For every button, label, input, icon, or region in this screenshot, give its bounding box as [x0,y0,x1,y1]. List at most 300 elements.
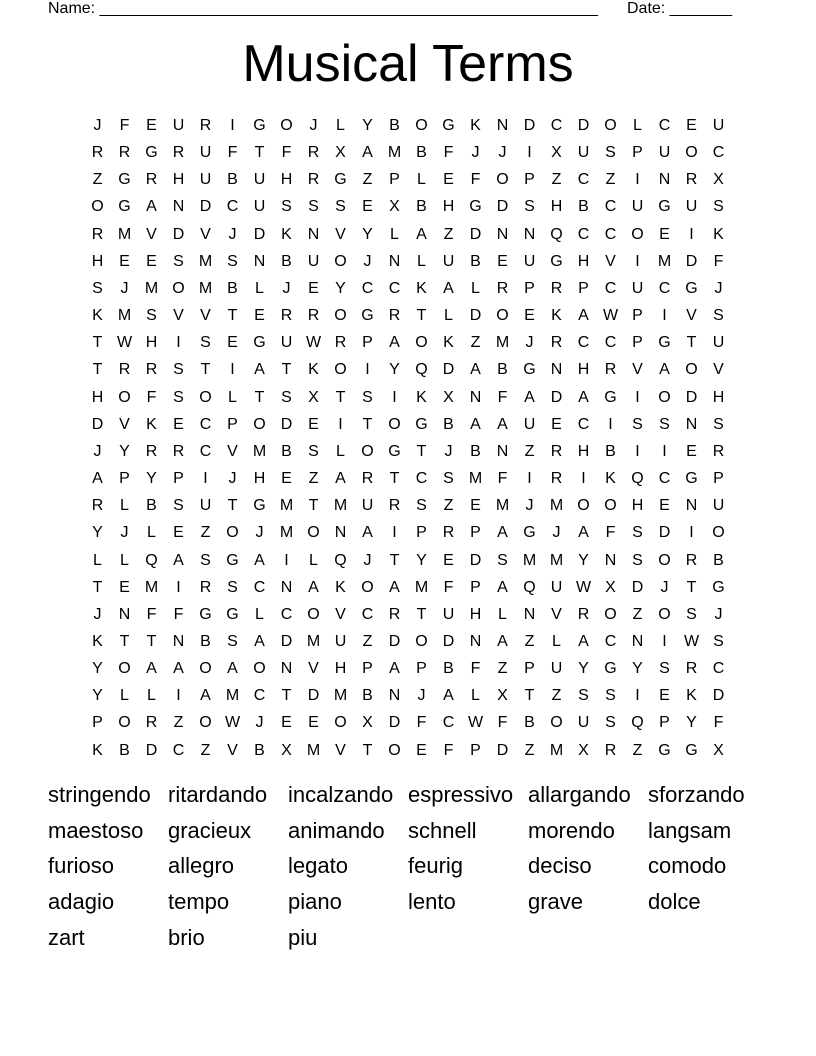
grid-letter: L [417,171,426,189]
grid-letter: N [604,551,617,569]
grid-letter: A [497,578,508,596]
grid-row [84,547,732,574]
grid-letter: D [685,388,698,406]
grid-letter: O [334,361,347,379]
grid-letter: U [712,334,725,352]
grid-letter: I [608,415,613,433]
grid-letter: E [443,171,454,189]
grid-letter: V [119,415,130,433]
word-bank-item: sforzando [648,782,745,807]
grid-letter: A [389,660,400,678]
grid-letter: E [416,741,427,759]
grid-letter: G [199,605,212,623]
grid-letter: A [524,388,535,406]
grid-letter: I [635,252,640,270]
grid-letter: M [495,497,510,515]
grid-letter: O [604,117,617,134]
grid-letter: C [361,605,374,623]
grid-letter: B [470,442,481,460]
grid-letter: J [363,551,372,569]
grid-letter: O [496,171,509,189]
grid-letter: A [335,470,346,488]
grid-letter: J [471,144,480,162]
grid-letter: O [631,225,644,243]
grid-letter: O [307,524,320,542]
grid-row [84,709,732,736]
grid-letter: J [93,605,102,623]
grid-letter: J [525,334,534,352]
grid-letter: H [469,605,482,623]
grid-letter: G [523,361,536,379]
grid-letter: S [443,470,454,488]
grid-letter: F [713,714,724,732]
word-bank-item: allegro [168,853,235,879]
grid-letter: D [577,117,590,134]
grid-letter: R [388,605,401,623]
grid-letter: C [658,470,671,488]
grid-letter: B [524,714,535,732]
grid-letter: P [227,415,238,433]
grid-row [84,384,732,411]
grid-letter: V [335,605,346,623]
grid-letter: D [658,524,671,542]
grid-letter: V [227,442,238,460]
grid-letter: J [282,279,291,297]
grid-letter: G [334,171,347,189]
grid-letter: R [172,144,185,162]
grid-letter: A [443,279,454,297]
grid-letter: E [173,415,184,433]
grid-letter: P [578,279,589,297]
grid-letter: S [227,252,238,270]
grid-letter: T [92,578,103,596]
grid-letter: Z [443,497,454,515]
grid-letter: Z [632,605,643,623]
grid-letter: J [228,470,237,488]
grid-letter: Y [362,117,373,134]
grid-letter: I [662,632,667,650]
grid-letter: E [308,415,319,433]
grid-letter: P [632,307,643,325]
grid-letter: B [281,442,292,460]
grid-letter: R [388,307,401,325]
grid-letter: B [281,252,292,270]
grid-letter: C [415,470,428,488]
grid-letter: L [120,497,129,515]
grid-letter: P [524,279,535,297]
grid-letter: C [280,605,293,623]
grid-letter: N [334,524,347,542]
grid-letter: A [200,687,211,705]
grid-letter: K [416,279,427,297]
grid-letter: S [335,198,346,216]
grid-letter: R [442,524,455,542]
grid-letter: I [635,388,640,406]
grid-letter: D [712,687,725,705]
word-bank-item: schnell [408,817,477,843]
grid-letter: G [118,198,131,216]
grid-letter: C [712,144,725,162]
grid-letter: I [392,388,397,406]
grid-letter: L [471,279,480,297]
grid-letter: M [468,470,483,488]
grid-letter: O [91,198,104,216]
grid-letter: U [631,279,644,297]
grid-letter: N [469,632,482,650]
grid-letter: S [362,388,373,406]
grid-row [84,737,732,764]
grid-letter: D [442,632,455,650]
grid-letter: P [524,171,535,189]
grid-letter: I [689,225,694,243]
grid-letter: S [281,388,292,406]
grid-letter: K [92,307,103,325]
grid-letter: F [497,388,508,406]
grid-letter: K [146,415,157,433]
grid-letter: Y [389,361,400,379]
grid-letter: V [308,660,319,678]
grid-letter: H [172,171,185,189]
grid-letter: H [91,388,104,406]
grid-letter: M [279,524,294,542]
grid-letter: S [173,361,184,379]
grid-letter: A [443,687,454,705]
grid-letter: M [549,741,564,759]
grid-letter: P [119,470,130,488]
grid-letter: E [362,198,373,216]
grid-letter: I [230,117,235,134]
grid-letter: V [335,225,346,243]
grid-letter: V [200,307,211,325]
grid-row [84,356,732,383]
grid-letter: M [252,442,267,460]
grid-letter: O [226,524,239,542]
grid-letter: W [467,714,484,732]
grid-letter: B [416,198,427,216]
grid-letter: U [253,198,266,216]
grid-letter: S [92,279,103,297]
grid-letter: Y [92,524,103,542]
grid-letter: M [306,741,321,759]
grid-letter: E [470,497,481,515]
grid-letter: G [550,252,563,270]
grid-letter: O [253,415,266,433]
grid-letter: T [416,442,427,460]
grid-letter: G [604,660,617,678]
grid-letter: J [363,252,372,270]
grid-letter: B [146,497,157,515]
grid-letter: K [92,632,103,650]
grid-letter: A [362,144,373,162]
grid-letter: S [173,497,184,515]
grid-letter: I [203,470,208,488]
grid-letter: Y [578,551,589,569]
word-bank-item: tempo [168,889,230,915]
grid-letter: Y [578,660,589,678]
grid-letter: B [605,442,616,460]
grid-letter: R [550,334,563,352]
grid-letter: E [227,334,238,352]
grid-letter: A [389,334,400,352]
grid-letter: C [604,279,617,297]
grid-letter: M [387,144,402,162]
word-bank-item: espressivo [408,782,514,807]
grid-letter: U [550,578,563,596]
grid-letter: D [280,632,293,650]
grid-letter: A [470,415,481,433]
word-bank-item: stringendo [48,782,151,807]
grid-letter: O [118,388,131,406]
grid-letter: U [577,144,590,162]
grid-letter: Q [631,714,644,732]
grid-letter: A [254,551,265,569]
grid-letter: F [416,714,427,732]
grid-letter: Z [200,741,211,759]
grid-letter: T [119,632,130,650]
grid-letter: O [712,524,725,542]
grid-letter: R [307,307,320,325]
grid-letter: U [712,497,725,515]
grid-letter: M [333,497,348,515]
grid-letter: O [199,714,212,732]
grid-letter: N [496,117,509,134]
grid-letter: I [392,524,397,542]
grid-letter: C [226,198,239,216]
grid-letter: X [443,388,454,406]
grid-letter: T [281,687,292,705]
grid-letter: W [224,714,241,732]
grid-letter: I [176,334,181,352]
grid-letter: T [92,361,103,379]
grid-letter: Y [686,714,697,732]
grid-letter: P [713,470,724,488]
grid-letter: L [255,279,264,297]
grid-letter: T [389,551,400,569]
grid-letter: D [199,198,212,216]
grid-letter: R [496,279,509,297]
grid-letter: G [685,470,698,488]
grid-letter: O [118,660,131,678]
grid-letter: M [117,225,132,243]
word-bank-item: furioso [48,853,115,879]
word-bank-item: legato [288,853,348,879]
grid-letter: Z [308,470,319,488]
grid-letter: N [631,632,644,650]
grid-letter: F [470,171,481,189]
grid-letter: T [227,497,238,515]
word-bank-item: morendo [528,817,615,843]
grid-letter: I [176,578,181,596]
grid-letter: B [200,632,211,650]
grid-letter: C [658,117,671,134]
grid-letter: U [523,252,536,270]
grid-letter: U [280,334,293,352]
grid-letter: M [414,578,429,596]
grid-letter: D [523,117,536,134]
grid-letter: U [523,415,536,433]
grid-letter: V [200,225,211,243]
grid-letter: D [631,578,644,596]
grid-letter: N [388,252,401,270]
grid-letter: S [227,578,238,596]
grid-letter: Z [524,442,535,460]
grid-letter: Q [145,551,158,569]
word-bank [48,778,768,956]
grid-letter: I [581,470,586,488]
grid-letter: C [253,578,266,596]
grid-letter: V [551,605,562,623]
grid-letter: S [605,144,616,162]
grid-letter: I [635,442,640,460]
grid-letter: X [713,741,724,759]
grid-letter: W [602,307,619,325]
grid-letter: U [685,198,698,216]
grid-row [84,166,732,193]
grid-letter: O [388,415,401,433]
grid-letter: R [91,144,104,162]
grid-letter: O [388,741,401,759]
grid-letter: Z [173,714,184,732]
grid-letter: N [118,605,131,623]
grid-letter: T [362,415,373,433]
grid-letter: T [524,687,535,705]
grid-letter: X [335,144,346,162]
grid-row [84,519,732,546]
grid-letter: I [635,687,640,705]
grid-letter: S [632,524,643,542]
grid-letter: E [443,551,454,569]
grid-letter: B [416,144,427,162]
grid-letter: B [443,660,454,678]
grid-letter: Q [334,551,347,569]
grid-letter: E [254,307,265,325]
grid-letter: B [578,198,589,216]
grid-letter: L [471,687,480,705]
grid-letter: M [279,497,294,515]
grid-letter: D [307,687,320,705]
grid-letter: S [605,687,616,705]
grid-letter: K [551,307,562,325]
grid-letter: N [469,388,482,406]
grid-row [84,492,732,519]
grid-letter: B [227,279,238,297]
grid-letter: O [604,497,617,515]
grid-letter: B [227,171,238,189]
grid-letter: D [145,741,158,759]
grid-letter: O [172,279,185,297]
grid-letter: S [605,714,616,732]
grid-letter: Y [632,660,643,678]
word-bank-item: zart [48,924,85,950]
grid-letter: V [713,361,724,379]
grid-letter: X [308,388,319,406]
word-bank-item: deciso [528,853,592,879]
grid-letter: O [334,307,347,325]
grid-letter: U [199,144,212,162]
grid-letter: R [118,361,131,379]
word-bank-item: gracieux [168,817,252,843]
grid-letter: A [578,524,589,542]
grid-letter: Y [119,442,130,460]
grid-row [84,193,732,220]
grid-letter: N [523,225,536,243]
grid-letter: G [253,334,266,352]
grid-letter: L [390,225,399,243]
grid-letter: S [173,252,184,270]
grid-letter: B [119,741,130,759]
grid-letter: Z [551,687,562,705]
grid-letter: R [604,361,617,379]
grid-letter: S [308,198,319,216]
grid-letter: B [254,741,265,759]
grid-letter: A [416,225,427,243]
grid-letter: Z [632,741,643,759]
grid-letter: F [146,388,157,406]
grid-letter: S [281,198,292,216]
grid-letter: T [146,632,157,650]
grid-letter: Q [631,470,644,488]
grid-row [84,139,732,166]
grid-letter: I [365,361,370,379]
grid-letter: K [92,741,103,759]
grid-letter: O [334,252,347,270]
grid-letter: A [578,632,589,650]
grid-letter: O [118,714,131,732]
grid-row [84,275,732,302]
grid-letter: M [549,497,564,515]
grid-letter: A [92,470,103,488]
grid-letter: S [200,334,211,352]
grid-letter: R [145,714,158,732]
grid-letter: M [144,279,159,297]
grid-letter: R [199,117,212,134]
grid-letter: E [146,117,157,134]
grid-letter: B [713,551,724,569]
grid-letter: N [280,660,293,678]
grid-letter: Z [92,171,103,189]
grid-letter: J [660,578,669,596]
grid-letter: F [443,144,454,162]
grid-letter: Z [362,171,373,189]
grid-letter: R [91,497,104,515]
grid-letter: N [172,632,185,650]
grid-letter: Z [551,171,562,189]
grid-letter: X [713,171,724,189]
grid-letter: N [685,415,698,433]
grid-letter: R [685,171,698,189]
grid-letter: G [523,524,536,542]
grid-letter: L [255,605,264,623]
grid-letter: I [662,442,667,460]
grid-letter: D [91,415,104,433]
word-bank-item: ritardando [168,782,268,807]
grid-letter: G [658,741,671,759]
grid-letter: O [604,605,617,623]
grid-letter: J [714,605,723,623]
grid-letter: S [308,442,319,460]
grid-letter: V [686,307,697,325]
grid-row [84,628,732,655]
grid-letter: C [577,171,590,189]
grid-letter: A [497,415,508,433]
grid-letter: H [577,442,590,460]
grid-letter: G [226,551,239,569]
grid-letter: R [361,470,374,488]
grid-row [84,112,732,139]
grid-letter: E [659,497,670,515]
grid-letter: S [416,497,427,515]
grid-letter: B [389,117,400,134]
